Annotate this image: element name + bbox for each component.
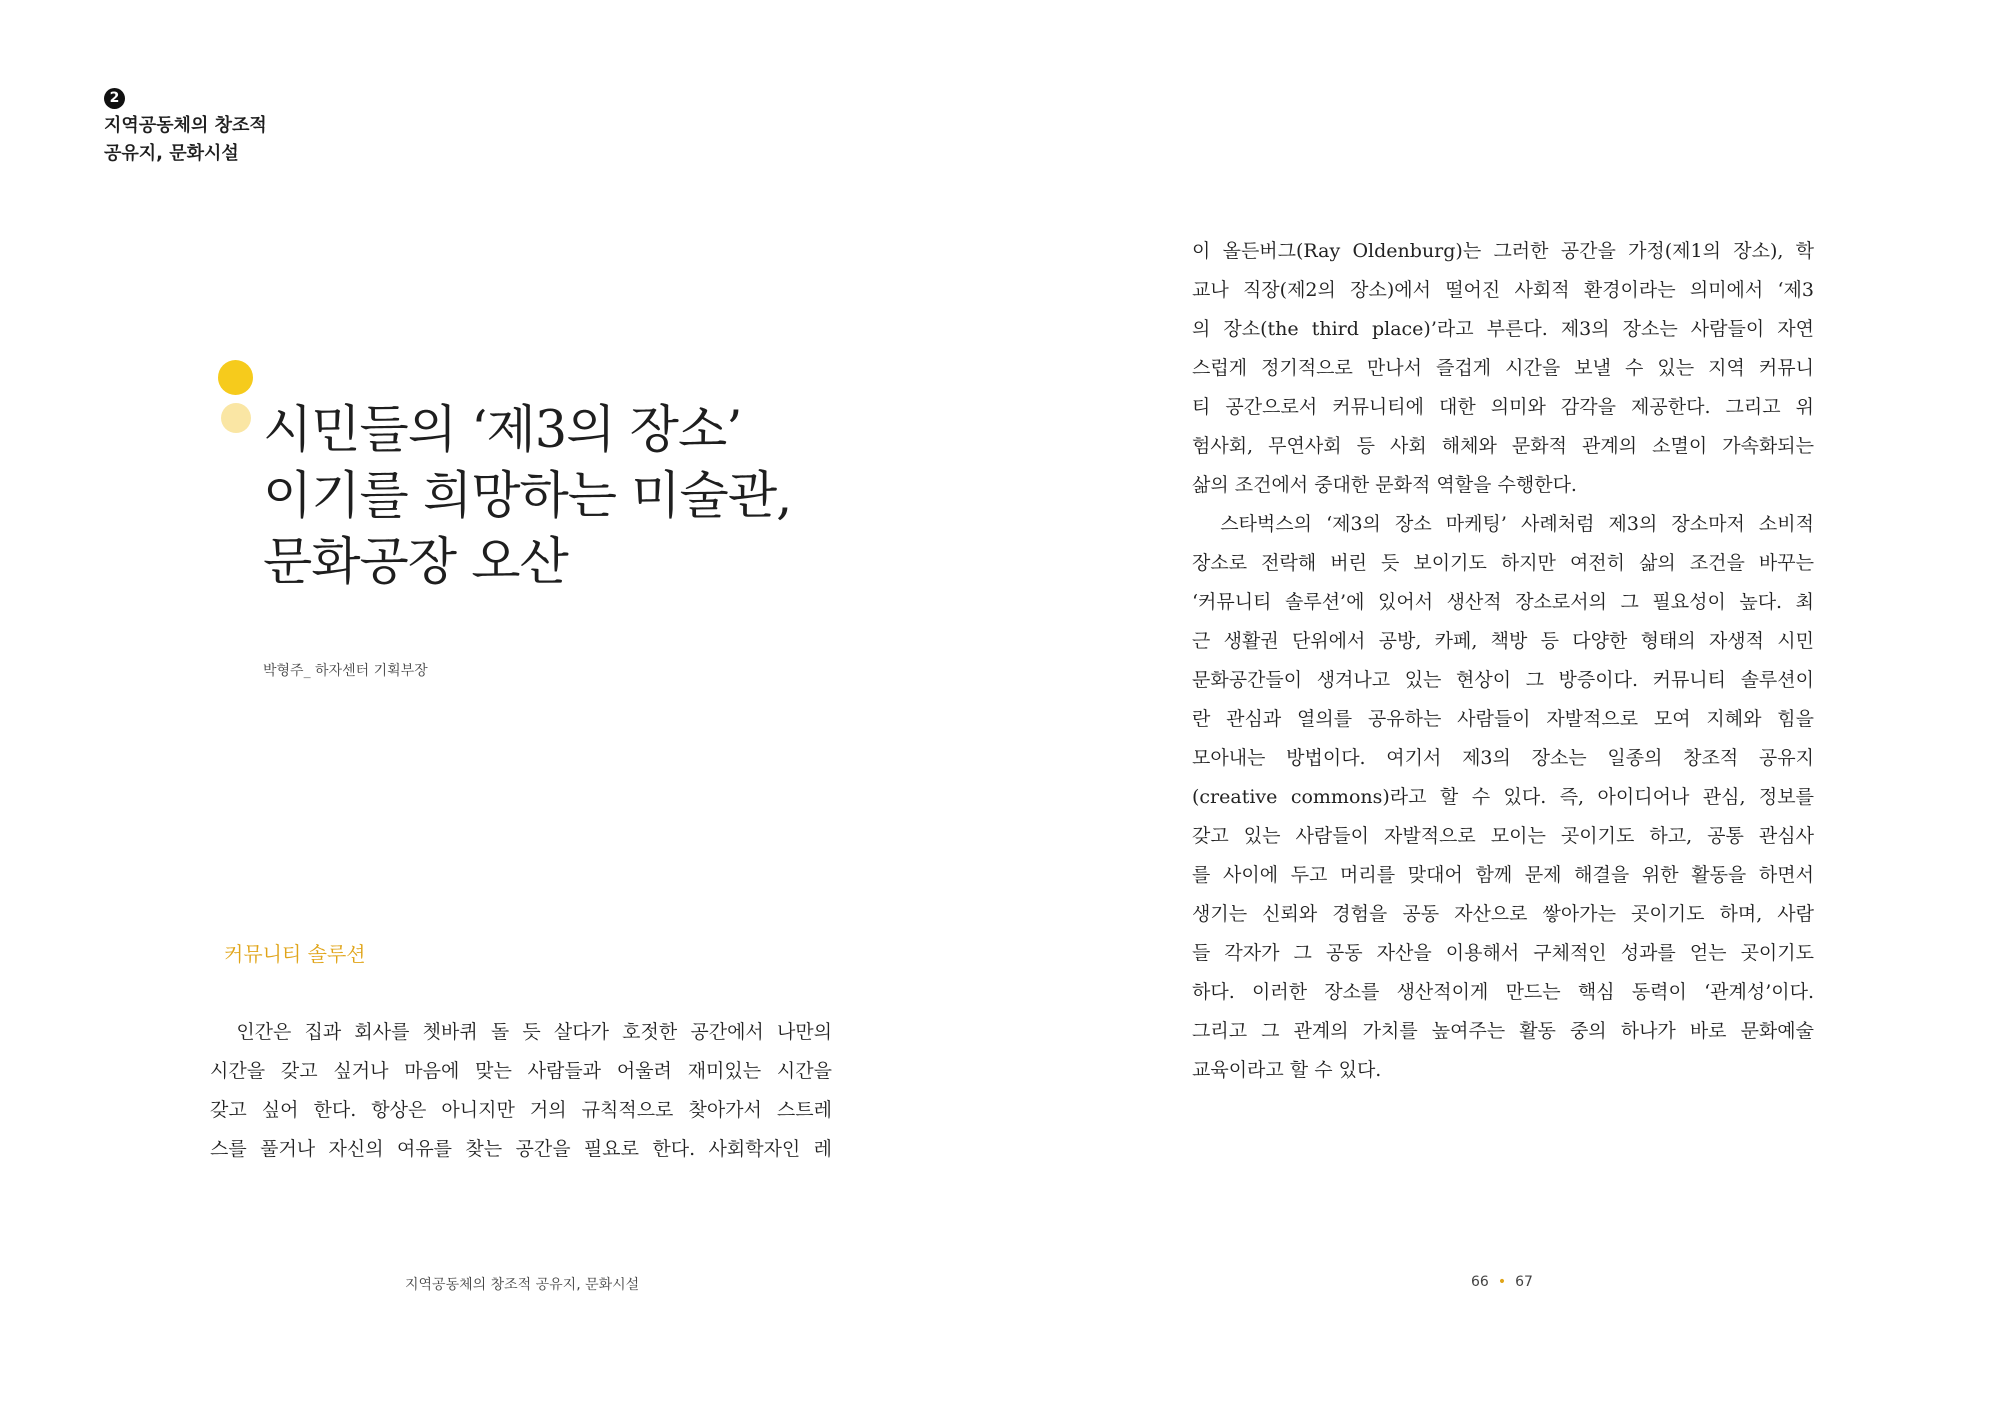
body-line: 모아내는 방법이다. 여기서 제3의 장소는 일종의 창조적 공유지: [1192, 747, 1814, 769]
body-line: 들 각자가 그 공동 자산을 이용해서 구체적인 성과를 얻는 곳이기도: [1192, 942, 1814, 964]
body-line: 의 장소(the third place)’라고 부른다. 제3의 장소는 사람들이 자연: [1192, 318, 1814, 340]
pale-yellow-dot-icon: [221, 403, 251, 433]
body-line: 갖고 싶어 한다. 항상은 아니지만 거의 규칙적으로 찾아가서 스트레: [210, 1099, 832, 1121]
body-line: 를 사이에 두고 머리를 맞대어 함께 문제 해결을 위한 활동을 하면서: [1192, 864, 1814, 886]
running-footer-title: 지역공동체의 창조적 공유지, 문화시설: [405, 1277, 640, 1293]
body-line: 교육이라고 할 수 있다.: [1192, 1059, 1382, 1081]
right-column-text: [1192, 232, 1814, 1090]
page-number-left: 66: [1471, 1274, 1489, 1290]
section-title-line-1: 지역공동체의 창조적: [104, 115, 267, 136]
body-line: 삶의 조건에서 중대한 문화적 역할을 수행한다.: [1192, 474, 1577, 496]
page-numbers: [1471, 1274, 1533, 1290]
body-line: 생기는 신뢰와 경험을 공동 자산으로 쌓아가는 곳이기도 하며, 사람: [1192, 903, 1814, 925]
author-byline: 박형주_ 하자센터 기획부장: [263, 663, 428, 679]
page-separator: •: [1497, 1274, 1507, 1290]
body-line: 스럽게 정기적으로 만나서 즐겁게 시간을 보낼 수 있는 지역 커뮤니: [1192, 357, 1814, 379]
yellow-dot-icon: [218, 360, 253, 395]
body-line: 장소로 전락해 버린 듯 보이기도 하지만 여전히 삶의 조건을 바꾸는: [1192, 552, 1814, 574]
body-line: 란 관심과 열의를 공유하는 사람들이 자발적으로 모여 지혜와 힘을: [1192, 708, 1814, 730]
body-line: 티 공간으로서 커뮤니티에 대한 의미와 감각을 제공한다. 그리고 위: [1192, 396, 1814, 418]
body-line: 스타벅스의 ‘제3의 장소 마케팅’ 사례처럼 제3의 장소마저 소비적: [1192, 513, 1814, 535]
body-line: 스를 풀거나 자신의 여유를 찾는 공간을 필요로 한다. 사회학자인 레: [210, 1138, 832, 1160]
section-subhead: 커뮤니티 솔루션: [224, 942, 366, 966]
body-line: 시간을 갖고 싶거나 마음에 맞는 사람들과 어울려 재미있는 시간을: [210, 1060, 832, 1082]
body-line: 이 올든버그(Ray Oldenburg)는 그러한 공간을 가정(제1의 장소), 학: [1192, 240, 1814, 262]
article-title-line-2: 이기를 희망하는 미술관,: [263, 467, 792, 526]
section-title-line-2: 공유지, 문화시설: [104, 143, 239, 164]
body-line: 하다. 이러한 장소를 생산적이게 만드는 핵심 동력이 ‘관계성’이다.: [1192, 981, 1814, 1003]
body-line: 험사회, 무연사회 등 사회 해체와 문화적 관계의 소멸이 가속화되는: [1192, 435, 1814, 457]
body-line: 그리고 그 관계의 가치를 높여주는 활동 중의 하나가 바로 문화예술: [1192, 1020, 1814, 1042]
article-title-line-3: 문화공장 오산: [263, 533, 568, 592]
section-number-badge: 2: [104, 88, 125, 109]
page-number-right: 67: [1515, 1274, 1533, 1290]
body-line: 갖고 있는 사람들이 자발적으로 모이는 곳이기도 하고, 공통 관심사: [1192, 825, 1814, 847]
article-title-line-1: 시민들의 ‘제3의 장소’: [263, 401, 742, 460]
left-column-text: [210, 1013, 832, 1169]
section-tag: [104, 88, 267, 168]
body-line: 근 생활권 단위에서 공방, 카페, 책방 등 다양한 형태의 자생적 시민: [1192, 630, 1814, 652]
body-line: 문화공간들이 생겨나고 있는 현상이 그 방증이다. 커뮤니티 솔루션이: [1192, 669, 1814, 691]
body-line: ‘커뮤니티 솔루션’에 있어서 생산적 장소로서의 그 필요성이 높다. 최: [1192, 591, 1814, 613]
article-title: [263, 398, 791, 596]
body-line: (creative commons)라고 할 수 있다. 즉, 아이디어나 관심, 정보를: [1192, 786, 1814, 808]
body-line: 인간은 집과 회사를 쳇바퀴 돌 듯 살다가 호젓한 공간에서 나만의: [210, 1021, 832, 1043]
body-line: 교나 직장(제2의 장소)에서 떨어진 사회적 환경이라는 의미에서 ‘제3: [1192, 279, 1814, 301]
